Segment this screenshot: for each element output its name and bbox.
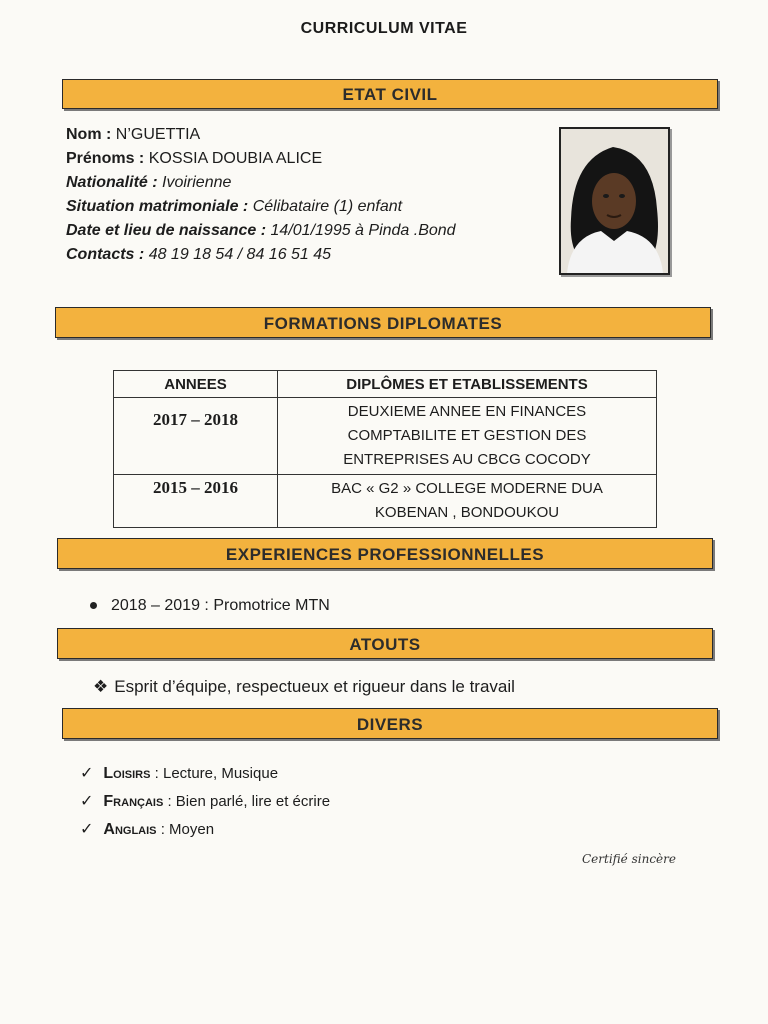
naissance-row: [66, 222, 456, 240]
col-header-annees: ANNEES: [114, 371, 278, 398]
diplome-line: COMPTABILITE ET GESTION DES: [347, 427, 587, 444]
naissance-value: 14/01/1995 à Pinda .Bond: [270, 222, 456, 239]
annee-cell: 2017 – 2018: [114, 398, 278, 475]
table-row: [114, 398, 657, 475]
nationalite-label: Nationalité :: [66, 174, 158, 191]
divers-item-francais: [80, 791, 330, 811]
divers-key: Loisirs: [103, 765, 151, 782]
diplome-cell: [278, 398, 657, 475]
contacts-row: [66, 246, 331, 264]
bullet-icon: [90, 602, 97, 609]
annee-cell: 2015 – 2016: [114, 475, 278, 528]
naissance-label: Date et lieu de naissance :: [66, 222, 267, 239]
section-heading: ATOUTS: [349, 635, 421, 654]
section-band-etat-civil: [62, 79, 718, 109]
atouts-item: [93, 677, 515, 697]
divers-value: : Lecture, Musique: [154, 765, 279, 782]
diplome-line: BAC « G2 » COLLEGE MODERNE DUA: [331, 480, 603, 497]
divers-value: : Bien parlé, lire et écrire: [167, 793, 331, 810]
check-icon: ✓: [80, 765, 94, 782]
situation-label: Situation matrimoniale :: [66, 198, 249, 215]
situation-value: Célibataire (1) enfant: [252, 198, 403, 215]
atouts-text: Esprit d’équipe, respectueux et rigueur dans le travail: [114, 677, 515, 696]
section-band-atouts: [57, 628, 713, 659]
nom-row: [66, 126, 200, 144]
table-row: [114, 475, 657, 528]
divers-item-loisirs: [80, 763, 278, 783]
experience-text: 2018 – 2019 : Promotrice MTN: [111, 597, 330, 614]
nationalite-row: [66, 174, 231, 192]
diamond-bullet-icon: ❖: [93, 677, 109, 696]
portrait-image: [561, 129, 668, 273]
divers-item-anglais: [80, 819, 214, 839]
col-header-diplomes: DIPLÔMES ET ETABLISSEMENTS: [278, 371, 657, 398]
formations-table: [113, 370, 657, 528]
table-header-row: [114, 371, 657, 398]
nationalite-value: Ivoirienne: [162, 174, 232, 191]
prenoms-value: KOSSIA DOUBIA ALICE: [148, 150, 323, 167]
nom-label: Nom :: [66, 126, 112, 143]
diplome-line: ENTREPRISES AU CBCG COCODY: [343, 451, 591, 468]
diplome-cell: [278, 475, 657, 528]
section-heading: EXPERIENCES PROFESSIONNELLES: [225, 545, 545, 564]
diplome-line: KOBENAN , BONDOUKOU: [374, 504, 560, 521]
divers-value: : Moyen: [160, 821, 215, 838]
prenoms-label: Prénoms :: [66, 150, 145, 167]
section-heading: DIVERS: [356, 715, 424, 734]
situation-row: [66, 198, 402, 216]
signature-note: Certifié sincère: [582, 852, 676, 866]
section-band-experiences: [57, 538, 713, 569]
nom-value: N’GUETTIA: [115, 126, 201, 143]
section-band-divers: [62, 708, 718, 739]
check-icon: ✓: [80, 821, 94, 838]
section-heading: ETAT CIVIL: [342, 85, 438, 104]
check-icon: ✓: [80, 793, 94, 810]
contacts-value: 48 19 18 54 / 84 16 51 45: [148, 246, 332, 263]
section-band-formations: [55, 307, 711, 338]
experience-item: [90, 597, 330, 615]
profile-photo: [559, 127, 670, 275]
contacts-label: Contacts :: [66, 246, 145, 263]
divers-key: Français: [103, 793, 164, 810]
document-title: CURRICULUM VITAE: [300, 20, 468, 37]
divers-key: Anglais: [103, 821, 157, 838]
diplome-line: DEUXIEME ANNEE EN FINANCES: [347, 403, 587, 420]
prenoms-row: [66, 150, 322, 168]
section-heading: FORMATIONS DIPLOMATES: [263, 314, 503, 333]
